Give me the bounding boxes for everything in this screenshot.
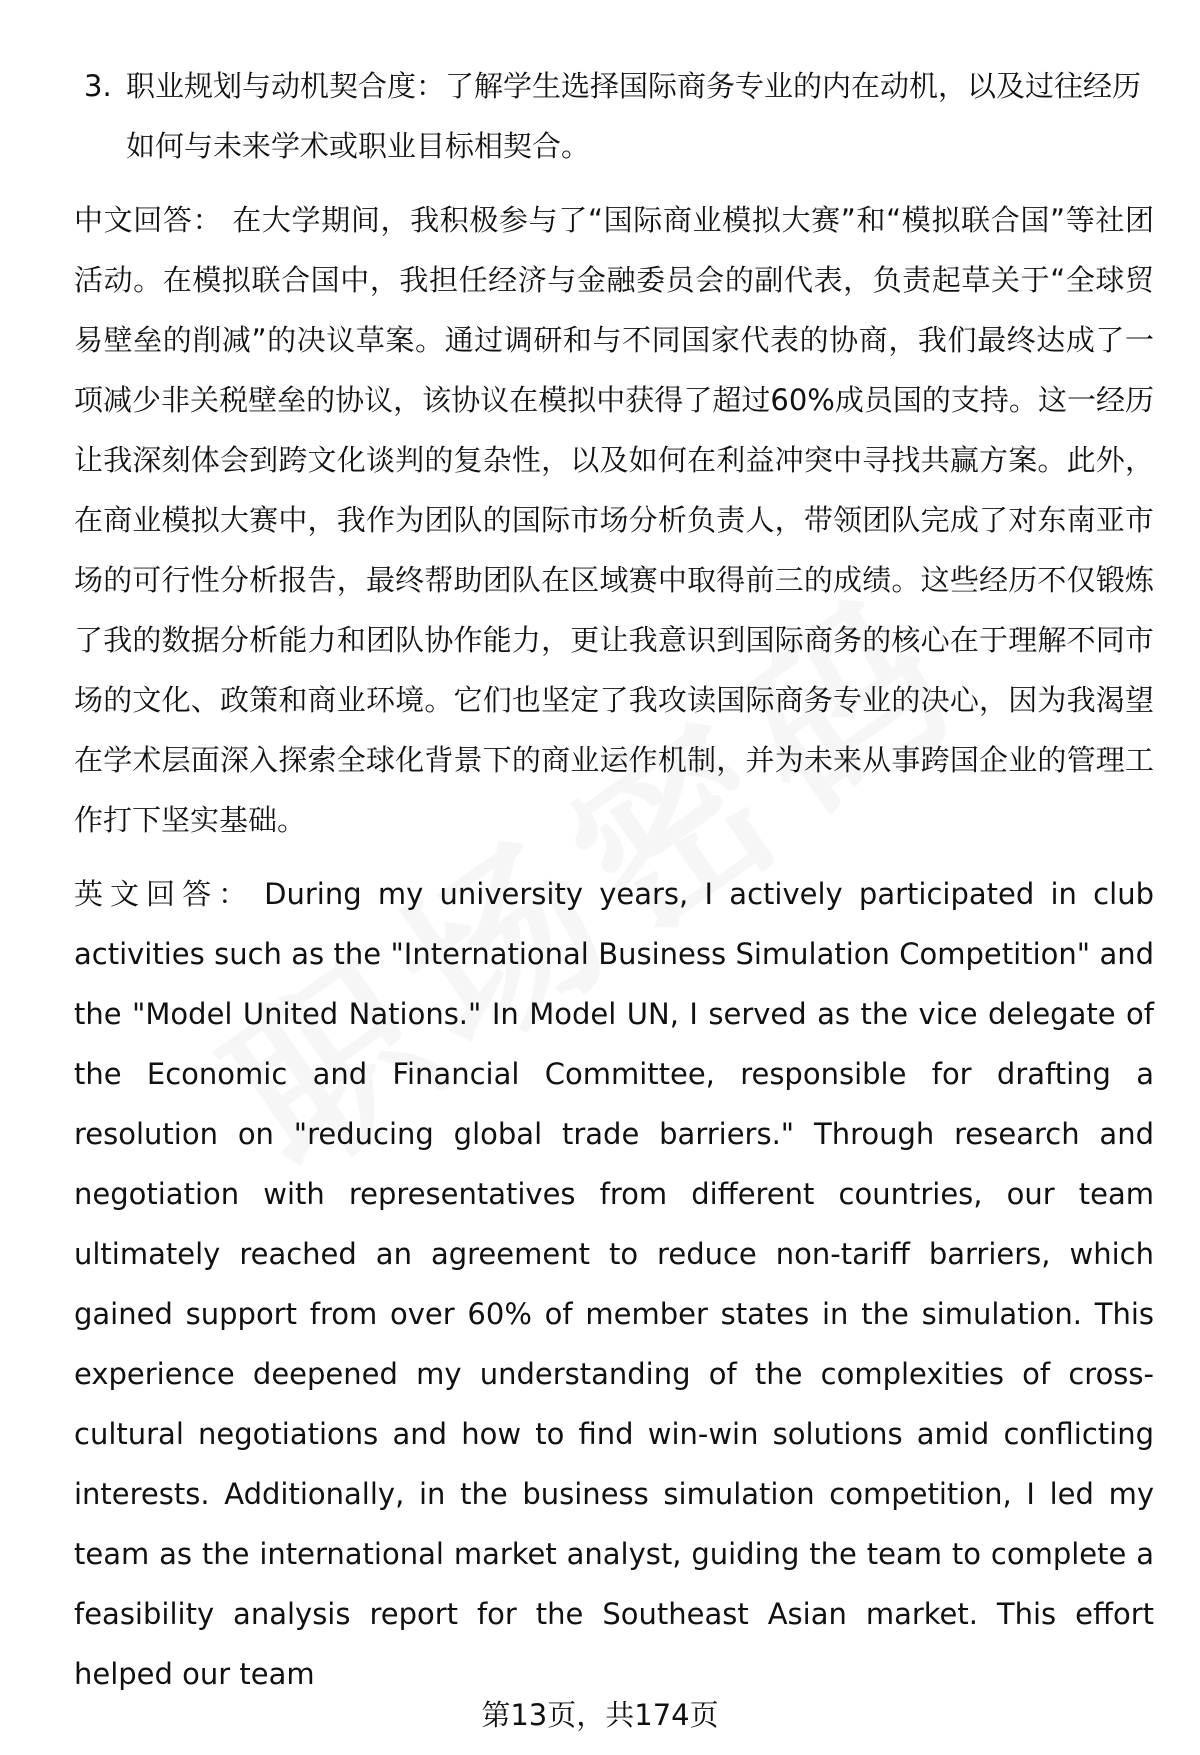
document-content: [74, 56, 1154, 1718]
english-answer-text: During my university years, I actively participated in club activities such as the "International Business Simulation Competition" and the "Model United Nations." In Model UN, I served as the vice delegate of the Economic and Financial Committee, responsible for drafting a resolution on "reducing global trade barriers." Through research and negotiation with representatives from different countries, our team ultimately reached an agreement to reduce non-tariff barriers, which gained support from over 60% of member states in the simulation. This experience deepened my understanding of the complexities of cross-cultural negotiations and how to find win-win solutions amid conflicting interests. Additionally, in the business simulation competition, I led my team as the international market analyst, guiding the team to complete a feasibility analysis report for the Southeast Asian market. This effort helped our team: [74, 877, 1154, 1691]
page-number-footer: 第13页，共174页: [481, 1698, 719, 1732]
english-answer-label: 英文回答：: [74, 877, 255, 911]
chinese-answer-paragraph: [74, 190, 1154, 850]
chinese-answer-label: 中文回答：: [74, 203, 223, 237]
numbered-list-item: [84, 56, 1144, 176]
english-answer-paragraph: [74, 864, 1154, 1704]
list-number: 3.: [84, 69, 112, 103]
chinese-answer-text: 在大学期间，我积极参与了“国际商业模拟大赛”和“模拟联合国”等社团活动。在模拟联合国中，我担任经济与金融委员会的副代表，负责起草关于“全球贸易壁垒的削减”的决议草案。通过调研和与不同国家代表的协商，我们最终达成了一项减少非关税壁垒的协议，该协议在模拟中获得了超过60%成员国的支持。这一经历让我深刻体会到跨文化谈判的复杂性，以及如何在利益冲突中寻找共赢方案。此外，在商业模拟大赛中，我作为团队的国际市场分析负责人，带领团队完成了对东南亚市场的可行性分析报告，最终帮助团队在区域赛中取得前三的成绩。这些经历不仅锻炼了我的数据分析能力和团队协作能力，更让我意识到国际商务的核心在于理解不同市场的文化、政策和商业环境。它们也坚定了我攻读国际商务专业的决心，因为我渴望在学术层面深入探索全球化背景下的商业运作机制，并为未来从事跨国企业的管理工作打下坚实基础。: [74, 203, 1154, 837]
list-item-text: 职业规划与动机契合度：了解学生选择国际商务专业的内在动机，以及过往经历如何与未来学术或职业目标相契合。: [126, 69, 1142, 163]
